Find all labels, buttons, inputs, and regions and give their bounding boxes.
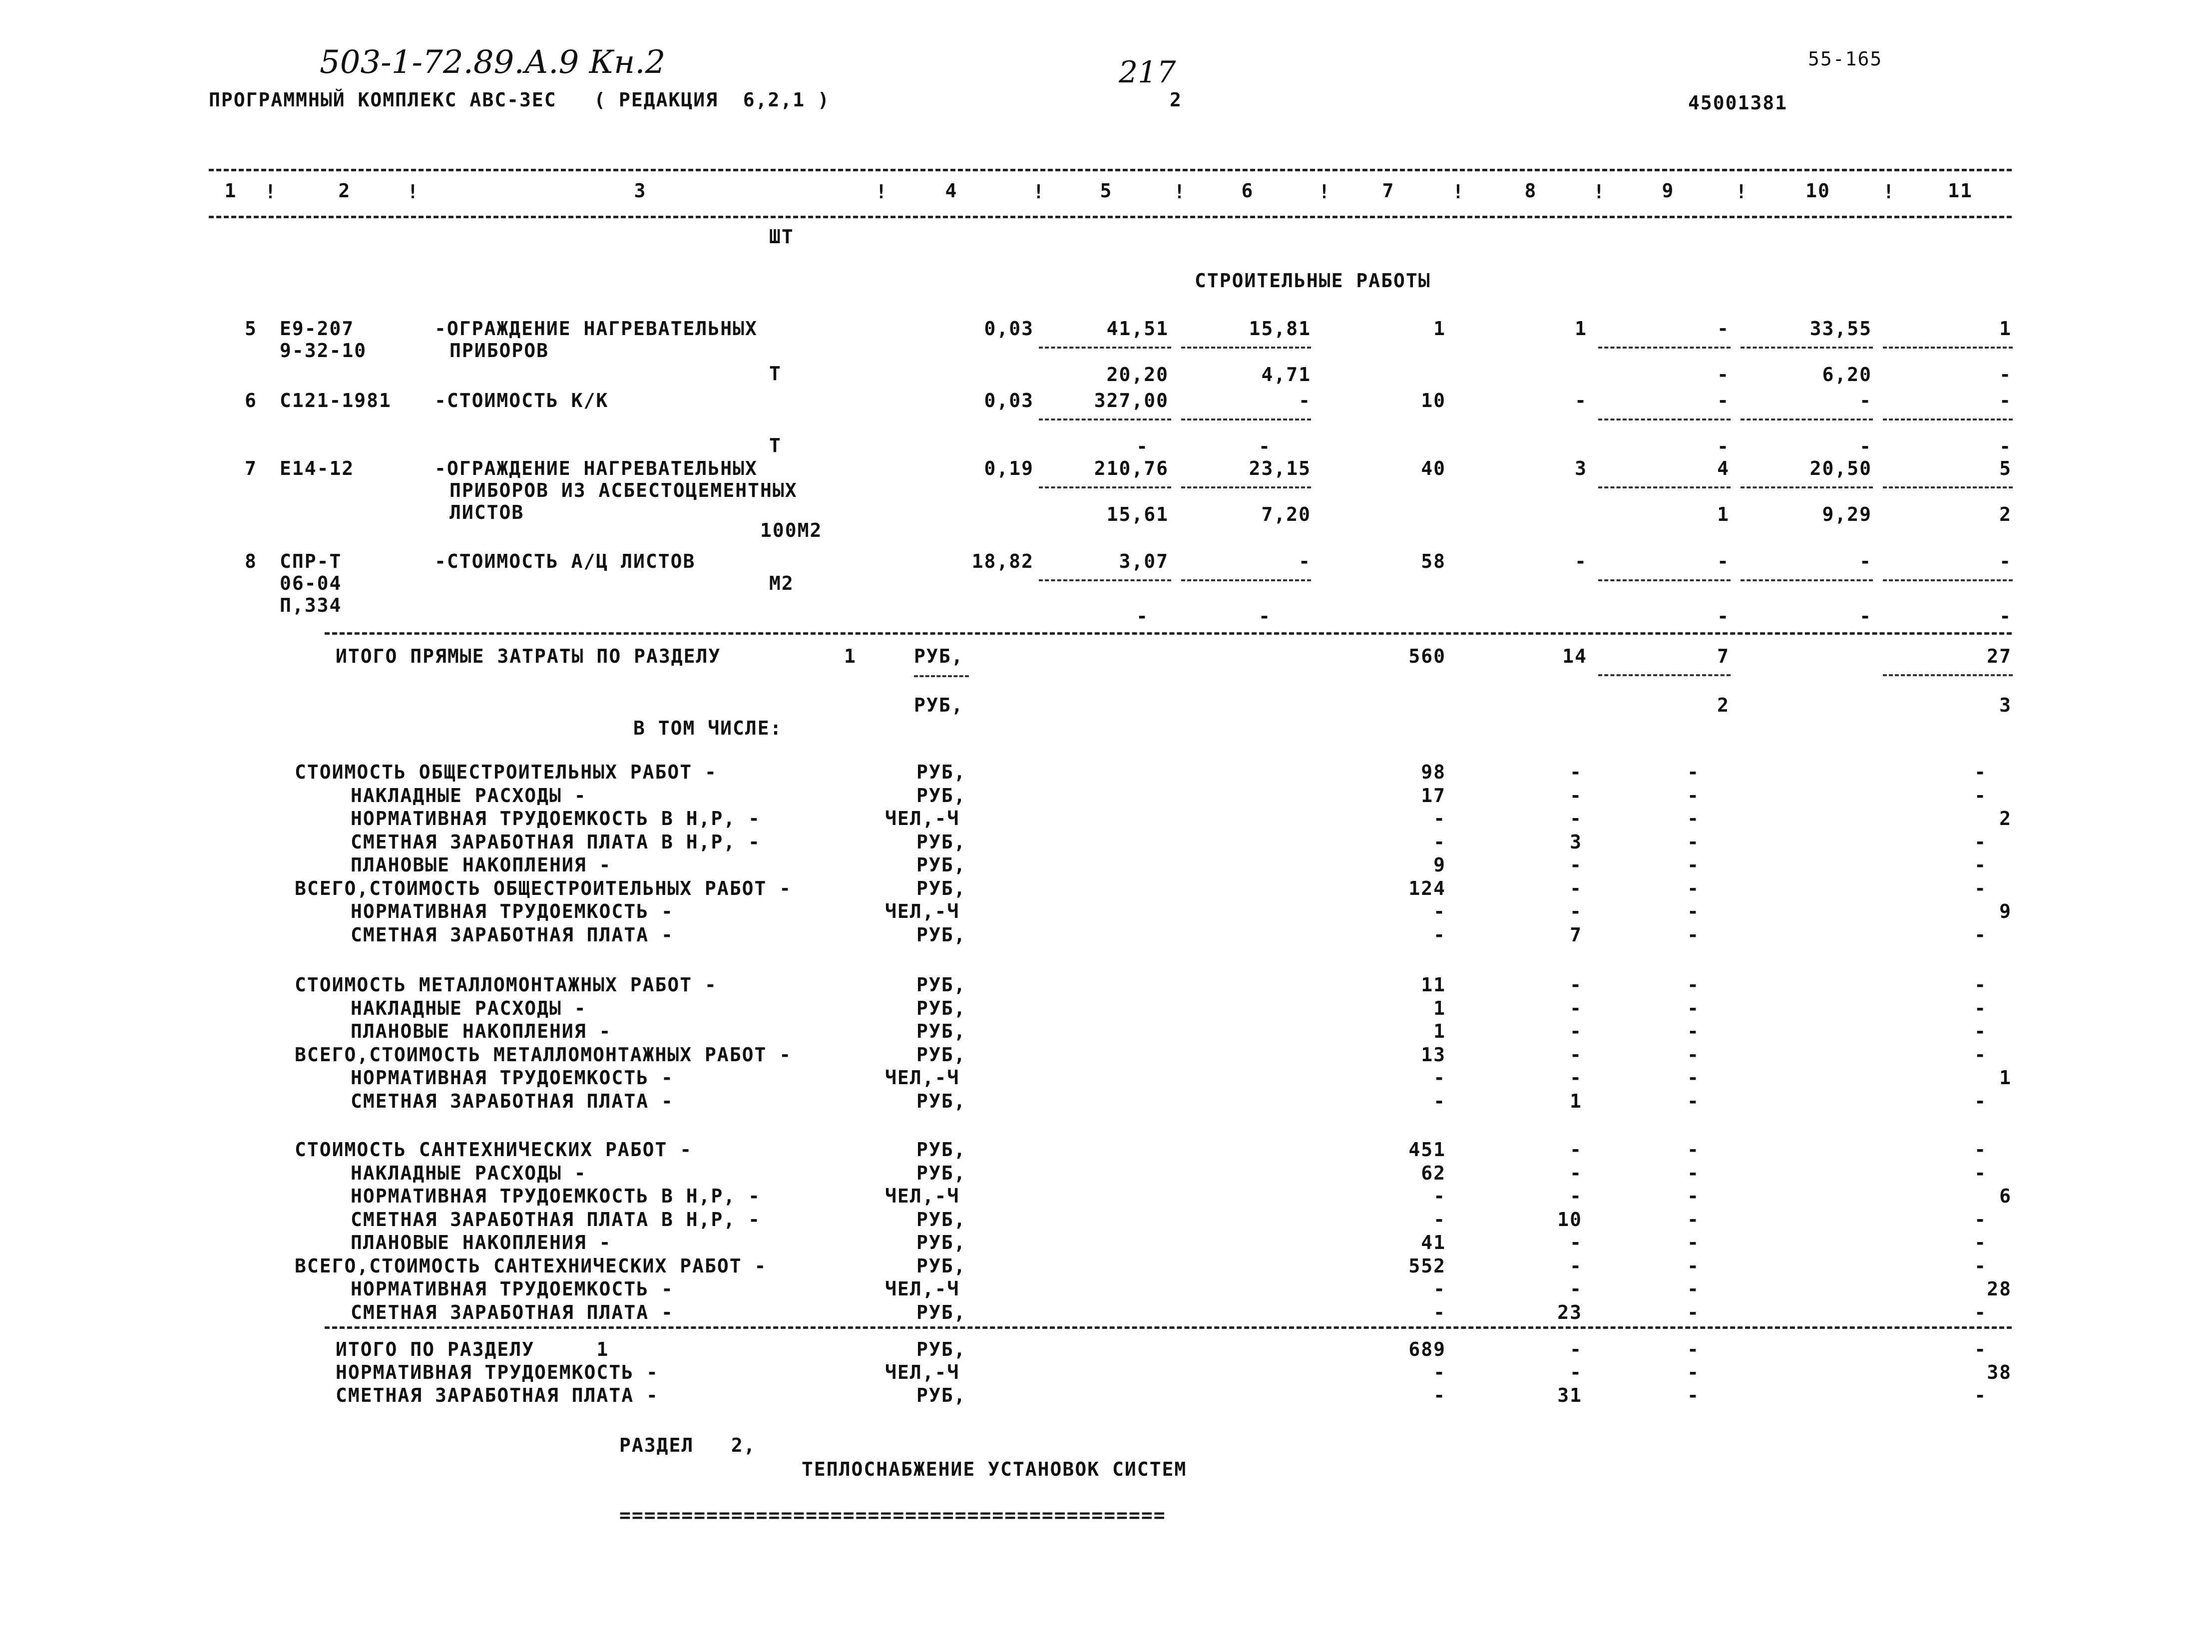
item-code: Е9-207 — [280, 318, 355, 340]
column-separator: ! — [876, 181, 888, 203]
breakdown-col7: - — [1433, 1067, 1446, 1089]
breakdown-col9: - — [1687, 974, 1700, 996]
breakdown-col11: - — [1974, 830, 1987, 853]
breakdown-col9: - — [1687, 1254, 1700, 1277]
breakdown-col9: - — [1687, 1162, 1700, 1184]
section-total-col8: - — [1570, 1338, 1582, 1360]
breakdown-col8: - — [1570, 997, 1582, 1019]
item-col8: - — [1575, 550, 1587, 572]
breakdown-col11: 9 — [1999, 900, 2012, 922]
breakdown-label: НАКЛАДНЫЕ РАСХОДЫ - — [351, 1162, 587, 1184]
handwritten-page-number: 217 — [1119, 55, 1176, 90]
breakdown-col7: 9 — [1433, 854, 1446, 876]
sub-rule-col11 — [1883, 486, 2013, 488]
item-col9-wages: - — [1717, 605, 1730, 627]
breakdown-label: СМЕТНАЯ ЗАРАБОТНАЯ ПЛАТА В Н,Р, - — [351, 830, 761, 853]
breakdown-col8: - — [1570, 1278, 1582, 1300]
item-cost-wage-wages: - — [1259, 435, 1271, 457]
breakdown-unit: ЧЕЛ,-Ч — [885, 1278, 960, 1300]
breakdown-unit: ЧЕЛ,-Ч — [885, 900, 960, 922]
column-separator: ! — [1033, 181, 1045, 203]
breakdown-col11: - — [1974, 1162, 1987, 1184]
breakdown-col11: - — [1974, 1090, 1987, 1112]
item-description-line2: ПРИБОРОВ — [449, 340, 549, 362]
breakdown-col7: - — [1433, 1185, 1446, 1207]
total-direct-col11-wages: 3 — [1999, 694, 2012, 716]
section-total-label: НОРМАТИВНАЯ ТРУДОЕМКОСТЬ - — [336, 1361, 659, 1383]
item-code: С121-1981 — [280, 390, 392, 412]
breakdown-col11: - — [1974, 1301, 1987, 1323]
section-total-unit: РУБ, — [916, 1384, 966, 1406]
column-header-10: 10 — [1805, 180, 1830, 202]
breakdown-col7: - — [1433, 923, 1446, 946]
breakdown-col7: - — [1433, 1278, 1446, 1300]
total-direct-unit-2: РУБ, — [914, 694, 964, 716]
breakdown-label: СМЕТНАЯ ЗАРАБОТНАЯ ПЛАТА - — [351, 1301, 674, 1323]
breakdown-col8: - — [1570, 1232, 1582, 1253]
item-col10-wages: - — [1859, 605, 1872, 627]
column-separator: ! — [407, 181, 420, 203]
section-total-rule — [325, 1326, 2012, 1329]
breakdown-unit: РУБ, — [916, 1043, 966, 1066]
including-label: В ТОМ ЧИСЛЕ: — [633, 717, 783, 739]
item-col11-wages: - — [1999, 605, 2012, 627]
breakdown-col8: - — [1570, 1020, 1582, 1042]
item-cost-wage-wages: 7,20 — [1261, 503, 1311, 525]
section-total-col11: 38 — [1987, 1361, 2012, 1383]
item-col8: - — [1575, 390, 1587, 412]
item-col9-wages: - — [1717, 364, 1730, 386]
item-cost-wage: 15,81 — [1249, 318, 1311, 340]
next-section-underline: ============================================ — [619, 1504, 1166, 1526]
breakdown-col7: 11 — [1421, 974, 1446, 996]
section-work-title: СТРОИТЕЛЬНЫЕ РАБОТЫ — [1195, 270, 1431, 292]
breakdown-label: ПЛАНОВЫЕ НАКОПЛЕНИЯ - — [351, 1232, 612, 1253]
breakdown-col11: - — [1974, 1232, 1987, 1253]
item-col7: 10 — [1421, 390, 1446, 412]
breakdown-col7: - — [1433, 830, 1446, 853]
breakdown-label: СМЕТНАЯ ЗАРАБОТНАЯ ПЛАТА В Н,Р, - — [351, 1208, 761, 1231]
breakdown-unit: РУБ, — [916, 784, 966, 807]
breakdown-col7: 451 — [1408, 1139, 1446, 1161]
item-col9: - — [1717, 390, 1730, 412]
breakdown-col9: - — [1687, 830, 1700, 853]
item-code-line3: П,334 — [280, 594, 342, 616]
breakdown-unit: ЧЕЛ,-Ч — [885, 1185, 960, 1207]
column-separator: ! — [1883, 181, 1895, 203]
sub-rule-col5 — [1039, 579, 1171, 581]
sub-rule-col5 — [1039, 486, 1171, 488]
section-total-col11: - — [1974, 1338, 1987, 1360]
item-unit: 100М2 — [760, 519, 823, 541]
breakdown-unit: РУБ, — [916, 1162, 966, 1184]
total-direct-section: 1 — [844, 645, 857, 667]
breakdown-label: СТОИМОСТЬ САНТЕХНИЧЕСКИХ РАБОТ - — [295, 1139, 693, 1161]
item-col11-wages: - — [1999, 364, 2012, 386]
breakdown-col11: 2 — [1999, 808, 2012, 829]
breakdown-col7: 62 — [1421, 1162, 1446, 1184]
item-col9: - — [1717, 318, 1730, 340]
breakdown-label: НАКЛАДНЫЕ РАСХОДЫ - — [351, 997, 587, 1019]
breakdown-col9: - — [1687, 1067, 1700, 1089]
item-col11: 5 — [1999, 457, 2012, 479]
column-separator: ! — [1593, 181, 1606, 203]
item-description: -СТОИМОСТЬ К/К — [435, 390, 609, 412]
breakdown-label: СТОИМОСТЬ МЕТАЛЛОМОНТАЖНЫХ РАБОТ - — [295, 974, 717, 996]
item-col8: 3 — [1575, 457, 1587, 479]
breakdown-col9: - — [1687, 997, 1700, 1019]
breakdown-unit: РУБ, — [916, 877, 966, 899]
item-col7: 40 — [1421, 457, 1446, 479]
breakdown-unit: РУБ, — [916, 1208, 966, 1231]
unit-sub-rule — [914, 675, 969, 677]
sub-rule-col5 — [1039, 347, 1171, 349]
section-total-col8: - — [1570, 1361, 1582, 1383]
breakdown-col11: - — [1974, 877, 1987, 899]
next-section-label: РАЗДЕЛ 2, — [619, 1434, 756, 1456]
item-description-line2: ПРИБОРОВ ИЗ АСБЕСТОЦЕМЕНТНЫХ — [449, 479, 798, 501]
sub-rule-col10 — [1741, 486, 1873, 488]
item-code-line2: 9-32-10 — [280, 340, 367, 362]
item-cost-total-wages: - — [1136, 605, 1149, 627]
item-cost-total: 3,07 — [1119, 550, 1169, 572]
breakdown-col7: 552 — [1408, 1254, 1446, 1277]
item-col11-wages: 2 — [1999, 503, 2012, 525]
breakdown-unit: РУБ, — [916, 974, 966, 996]
breakdown-label: НОРМАТИВНАЯ ТРУДОЕМКОСТЬ - — [351, 1067, 674, 1089]
item-col9: - — [1717, 550, 1730, 572]
section-total-col8: 31 — [1557, 1384, 1582, 1406]
breakdown-col9: - — [1687, 1043, 1700, 1066]
breakdown-col11: - — [1974, 1139, 1987, 1161]
item-number: 7 — [245, 457, 257, 479]
sub-rule-col6 — [1181, 579, 1311, 581]
breakdown-col9: - — [1687, 854, 1700, 876]
item-code-line2: 06-04 — [280, 572, 342, 594]
breakdown-col8: - — [1570, 1139, 1582, 1161]
breakdown-col7: - — [1433, 1301, 1446, 1323]
column-separator: ! — [1736, 181, 1748, 203]
unit-label: ШТ — [769, 226, 794, 248]
column-header-4: 4 — [945, 180, 958, 202]
breakdown-label: СМЕТНАЯ ЗАРАБОТНАЯ ПЛАТА - — [351, 1090, 674, 1112]
breakdown-col11: - — [1974, 1208, 1987, 1231]
breakdown-col8: - — [1570, 1162, 1582, 1184]
item-quantity: 0,19 — [984, 457, 1034, 479]
item-col10-wages: 6,20 — [1822, 364, 1872, 386]
item-col11: - — [1999, 390, 2012, 412]
breakdown-col9: - — [1687, 1185, 1700, 1207]
column-header-5: 5 — [1100, 180, 1113, 202]
breakdown-unit: ЧЕЛ,-Ч — [885, 808, 960, 829]
breakdown-col9: - — [1687, 900, 1700, 922]
item-col9: 4 — [1717, 457, 1730, 479]
breakdown-unit: РУБ, — [916, 1232, 966, 1253]
column-header-9: 9 — [1662, 180, 1675, 202]
item-code: СПР-Т — [280, 550, 342, 572]
section-total-label: ИТОГО ПО РАЗДЕЛУ 1 — [336, 1338, 609, 1360]
breakdown-col11: 6 — [1999, 1185, 2012, 1207]
breakdown-label: НОРМАТИВНАЯ ТРУДОЕМКОСТЬ В Н,Р, - — [351, 808, 761, 829]
item-col9-wages: 1 — [1717, 503, 1730, 525]
total-direct-col8: 14 — [1562, 645, 1587, 667]
item-col10-wages: - — [1859, 435, 1872, 457]
item-quantity: 0,03 — [984, 318, 1034, 340]
sub-rule-col9 — [1598, 486, 1731, 488]
sub-rule-col10 — [1741, 347, 1873, 349]
breakdown-label: ПЛАНОВЫЕ НАКОПЛЕНИЯ - — [351, 1020, 612, 1042]
item-col10-wages: 9,29 — [1822, 503, 1872, 525]
total-direct-col7: 560 — [1408, 645, 1446, 667]
total-sub-rule-col11 — [1883, 674, 2013, 676]
breakdown-col11: 1 — [1999, 1067, 2012, 1089]
breakdown-label: НАКЛАДНЫЕ РАСХОДЫ - — [351, 784, 587, 807]
total-sub-rule-col9 — [1598, 674, 1731, 676]
section-total-col9: - — [1687, 1384, 1700, 1406]
breakdown-label: НОРМАТИВНАЯ ТРУДОЕМКОСТЬ В Н,Р, - — [351, 1185, 761, 1207]
breakdown-col8: - — [1570, 877, 1582, 899]
breakdown-col11: - — [1974, 997, 1987, 1019]
item-description: -ОГРАЖДЕНИЕ НАГРЕВАТЕЛЬНЫХ — [435, 318, 758, 340]
item-unit: Т — [769, 434, 782, 456]
item-description: -СТОИМОСТЬ А/Ц ЛИСТОВ — [435, 550, 696, 572]
breakdown-col9: - — [1687, 877, 1700, 899]
next-section-title: ТЕПЛОСНАБЖЕНИЕ УСТАНОВОК СИСТЕМ — [802, 1458, 1187, 1480]
item-col10: 20,50 — [1809, 457, 1872, 479]
sub-rule-col11 — [1883, 418, 2013, 420]
section-total-col7: 689 — [1408, 1338, 1446, 1360]
column-header-2: 2 — [338, 180, 351, 202]
section-total-col9: - — [1687, 1338, 1700, 1360]
item-number: 6 — [245, 390, 257, 412]
sub-rule-col9 — [1598, 579, 1731, 581]
item-unit: Т — [769, 363, 782, 385]
breakdown-col7: 1 — [1433, 997, 1446, 1019]
breakdown-col8: - — [1570, 784, 1582, 807]
header-rule-top — [209, 169, 2012, 171]
breakdown-col9: - — [1687, 1278, 1700, 1300]
item-cost-wage: - — [1299, 390, 1311, 412]
breakdown-col9: - — [1687, 1232, 1700, 1253]
item-col10: - — [1859, 390, 1872, 412]
column-separator: ! — [1319, 181, 1331, 203]
item-cost-wage-wages: 4,71 — [1261, 364, 1311, 386]
item-col11-wages: - — [1999, 435, 2012, 457]
column-header-11: 11 — [1948, 180, 1973, 202]
breakdown-col9: - — [1687, 1020, 1700, 1042]
breakdown-label: СМЕТНАЯ ЗАРАБОТНАЯ ПЛАТА - — [351, 923, 674, 946]
item-cost-total-wages: 20,20 — [1106, 364, 1169, 386]
breakdown-label: НОРМАТИВНАЯ ТРУДОЕМКОСТЬ - — [351, 900, 674, 922]
item-cost-wage-wages: - — [1259, 605, 1271, 627]
item-cost-wage: 23,15 — [1249, 457, 1311, 479]
breakdown-unit: ЧЕЛ,-Ч — [885, 1067, 960, 1089]
breakdown-col8: - — [1570, 1254, 1582, 1277]
breakdown-label: ВСЕГО,СТОИМОСТЬ МЕТАЛЛОМОНТАЖНЫХ РАБОТ - — [295, 1043, 792, 1066]
column-separator: ! — [1174, 181, 1186, 203]
total-direct-unit: РУБ, — [914, 645, 964, 667]
sub-rule-col11 — [1883, 579, 2013, 581]
breakdown-col11: - — [1974, 1254, 1987, 1277]
page-number: 2 — [1170, 89, 1182, 111]
breakdown-col9: - — [1687, 761, 1700, 783]
breakdown-col8: - — [1570, 854, 1582, 876]
breakdown-col11: 28 — [1987, 1278, 2012, 1300]
item-code: Е14-12 — [280, 457, 355, 479]
breakdown-col7: 1 — [1433, 1020, 1446, 1042]
breakdown-col11: - — [1974, 923, 1987, 946]
breakdown-col11: - — [1974, 854, 1987, 876]
breakdown-label: СТОИМОСТЬ ОБЩЕСТРОИТЕЛЬНЫХ РАБОТ - — [295, 761, 717, 783]
column-header-6: 6 — [1241, 180, 1254, 202]
breakdown-col11: - — [1974, 761, 1987, 783]
breakdown-col8: - — [1570, 900, 1582, 922]
breakdown-col9: - — [1687, 1301, 1700, 1323]
total-direct-label: ИТОГО ПРЯМЫЕ ЗАТРАТЫ ПО РАЗДЕЛУ — [336, 645, 721, 667]
sub-rule-col10 — [1741, 418, 1873, 420]
breakdown-unit: РУБ, — [916, 923, 966, 946]
item-quantity: 0,03 — [984, 390, 1034, 412]
breakdown-col9: - — [1687, 1139, 1700, 1161]
column-header-7: 7 — [1382, 180, 1395, 202]
sub-rule-col6 — [1181, 347, 1311, 349]
total-direct-col9-wages: 2 — [1717, 694, 1730, 716]
breakdown-col7: - — [1433, 1090, 1446, 1112]
section-total-col9: - — [1687, 1361, 1700, 1383]
item-description: -ОГРАЖДЕНИЕ НАГРЕВАТЕЛЬНЫХ — [435, 457, 758, 479]
breakdown-unit: РУБ, — [916, 1301, 966, 1323]
breakdown-col9: - — [1687, 1090, 1700, 1112]
breakdown-col7: 98 — [1421, 761, 1446, 783]
breakdown-col8: 7 — [1570, 923, 1582, 946]
item-col7: 58 — [1421, 550, 1446, 572]
total-direct-col9: 7 — [1717, 645, 1730, 667]
item-cost-total-wages: 15,61 — [1106, 503, 1169, 525]
breakdown-col7: 124 — [1408, 877, 1446, 899]
document-number: 45001381 — [1688, 92, 1788, 114]
item-description-line3: ЛИСТОВ — [449, 501, 524, 523]
breakdown-label: ВСЕГО,СТОИМОСТЬ САНТЕХНИЧЕСКИХ РАБОТ - — [295, 1254, 767, 1277]
breakdown-col11: - — [1974, 974, 1987, 996]
section-total-label: СМЕТНАЯ ЗАРАБОТНАЯ ПЛАТА - — [336, 1384, 659, 1406]
item-col10: - — [1859, 550, 1872, 572]
item-unit: М2 — [769, 572, 794, 594]
section-total-col7: - — [1433, 1384, 1446, 1406]
section-total-col7: - — [1433, 1361, 1446, 1383]
breakdown-col7: - — [1433, 900, 1446, 922]
breakdown-unit: РУБ, — [916, 1254, 966, 1277]
breakdown-col9: - — [1687, 923, 1700, 946]
sheet-reference: 55-165 — [1808, 48, 1883, 70]
item-number: 5 — [245, 318, 257, 340]
item-col10: 33,55 — [1809, 318, 1872, 340]
breakdown-unit: РУБ, — [916, 1139, 966, 1161]
breakdown-unit: РУБ, — [916, 1020, 966, 1042]
breakdown-col8: 3 — [1570, 830, 1582, 853]
breakdown-col7: 41 — [1421, 1232, 1446, 1253]
breakdown-unit: РУБ, — [916, 997, 966, 1019]
breakdown-label: НОРМАТИВНАЯ ТРУДОЕМКОСТЬ - — [351, 1278, 674, 1300]
section-total-unit: РУБ, — [916, 1338, 966, 1360]
section-total-col11: - — [1974, 1384, 1987, 1406]
total-rule — [325, 632, 2012, 635]
sub-rule-col9 — [1598, 418, 1731, 420]
breakdown-col11: - — [1974, 784, 1987, 807]
item-col8: 1 — [1575, 318, 1587, 340]
sub-rule-col5 — [1039, 418, 1171, 420]
sub-rule-col6 — [1181, 418, 1311, 420]
column-separator: ! — [1452, 181, 1465, 203]
breakdown-col9: - — [1687, 808, 1700, 829]
handwritten-code: 503-1-72.89.А.9 Кн.2 — [320, 44, 666, 81]
item-col9-wages: - — [1717, 435, 1730, 457]
breakdown-col7: - — [1433, 808, 1446, 829]
item-col11: 1 — [1999, 318, 2012, 340]
breakdown-col7: - — [1433, 1208, 1446, 1231]
breakdown-col7: 13 — [1421, 1043, 1446, 1066]
breakdown-col11: - — [1974, 1020, 1987, 1042]
item-cost-total-wages: - — [1136, 435, 1149, 457]
breakdown-label: ПЛАНОВЫЕ НАКОПЛЕНИЯ - — [351, 854, 612, 876]
column-header-8: 8 — [1524, 180, 1537, 202]
sub-rule-col6 — [1181, 486, 1311, 488]
item-cost-wage: - — [1299, 550, 1311, 572]
breakdown-col8: 1 — [1570, 1090, 1582, 1112]
item-cost-total: 41,51 — [1106, 318, 1169, 340]
column-separator: ! — [265, 181, 277, 203]
column-header-3: 3 — [634, 180, 647, 202]
breakdown-col11: - — [1974, 1043, 1987, 1066]
item-quantity: 18,82 — [971, 550, 1034, 572]
item-cost-total: 210,76 — [1094, 457, 1169, 479]
breakdown-col9: - — [1687, 1208, 1700, 1231]
total-direct-col11: 27 — [1987, 645, 2012, 667]
breakdown-col7: 17 — [1421, 784, 1446, 807]
item-cost-total: 327,00 — [1094, 390, 1169, 412]
breakdown-col8: - — [1570, 761, 1582, 783]
section-total-unit: ЧЕЛ,-Ч — [885, 1361, 960, 1383]
breakdown-label: ВСЕГО,СТОИМОСТЬ ОБЩЕСТРОИТЕЛЬНЫХ РАБОТ - — [295, 877, 792, 899]
breakdown-col8: - — [1570, 1067, 1582, 1089]
breakdown-col8: 23 — [1557, 1301, 1582, 1323]
breakdown-unit: РУБ, — [916, 830, 966, 853]
column-header-1: 1 — [224, 180, 237, 202]
breakdown-col9: - — [1687, 784, 1700, 807]
breakdown-unit: РУБ, — [916, 854, 966, 876]
breakdown-col8: - — [1570, 1043, 1582, 1066]
header-rule-bottom — [209, 216, 2012, 218]
breakdown-col8: - — [1570, 974, 1582, 996]
breakdown-col8: 10 — [1557, 1208, 1582, 1231]
item-number: 8 — [245, 550, 257, 572]
item-col11: - — [1999, 550, 2012, 572]
sub-rule-col9 — [1598, 347, 1731, 349]
breakdown-unit: РУБ, — [916, 761, 966, 783]
breakdown-unit: РУБ, — [916, 1090, 966, 1112]
sub-rule-col10 — [1741, 579, 1873, 581]
program-line: ПРОГРАММНЫЙ КОМПЛЕКС АВС-3ЕС ( РЕДАКЦИЯ 6,2,1 ) — [209, 89, 830, 111]
sub-rule-col11 — [1883, 347, 2013, 349]
item-col7: 1 — [1433, 318, 1446, 340]
breakdown-col8: - — [1570, 1185, 1582, 1207]
breakdown-col8: - — [1570, 808, 1582, 829]
